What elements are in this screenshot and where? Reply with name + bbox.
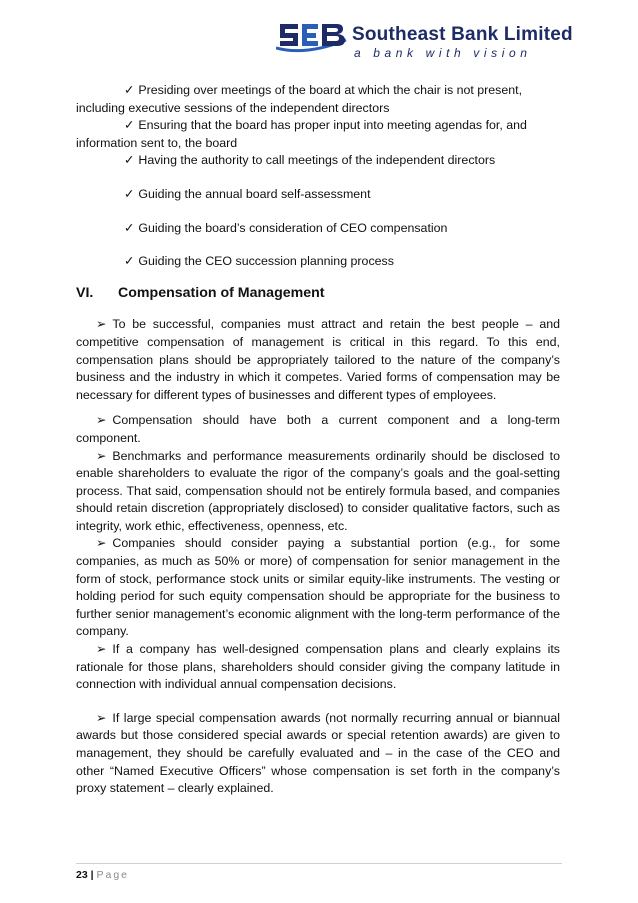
arrow-bullet-icon: ➢ [96,642,107,657]
arrow-bullet-icon: ➢ [96,710,107,725]
paragraph: ➢ Companies should consider paying a substantial portion (e.g., for some companies, as much as 50% or more) of compensation for senior management in the form of stock, performance stock units or similar equity-like instruments. The vesting or holding period for such equity compensation should be appropriate for the business to further senior management’s economic alignment with the long-term performance of the company. [76,536,560,639]
bank-logo [276,18,348,58]
checklist-item: ✓ Ensuring that the board has proper input into meeting agendas for, and information sent to, the board [76,118,527,150]
checkmark-icon: ✓ [124,83,135,97]
checklist-item: ✓ Guiding the annual board self-assessment [124,186,371,201]
arrow-bullet-icon: ➢ [96,536,107,551]
bank-tagline: a bank with vision [354,46,532,60]
section-title: Compensation of Management [118,284,325,301]
bank-name: Southeast Bank Limited [352,24,573,45]
paragraph: ➢ Compensation should have both a current component and a long-term component. [76,413,560,445]
checkmark-icon: ✓ [124,153,135,168]
checkmark-icon: ✓ [124,186,135,201]
page-header [276,18,626,60]
footer-divider [76,863,562,864]
checklist-item: ✓ Guiding the board’s consideration of CEO compensation [124,220,448,235]
checklist-item: ✓ Guiding the CEO succession planning process [124,254,394,269]
paragraph: ➢ To be successful, companies must attract and retain the best people – and competitive compensation of management is critical in this regard. To this end, compensation plans should be appropriately tailored to the nature of the company’s business and the industry in which it competes. Varied forms of compensation may be necessary for different types of businesses and different types of employees. [76,317,560,402]
paragraph: ➢ If large special compensation awards (not normally recurring annual or biannual awards but those considered special awards or special retention awards) are given to management, they should be carefully evaluated and – in the case of the CEO and other “Named Executive Officers” whose compensation is set forth in the company’s proxy statement – clearly explained. [76,710,560,796]
checkmark-icon: ✓ [124,254,135,269]
page-label: Page [96,869,130,881]
checkmark-icon: ✓ [124,118,135,133]
document-body [76,82,560,798]
section-number: VI. [76,284,94,301]
arrow-bullet-icon: ➢ [96,448,107,463]
arrow-bullet-icon: ➢ [96,317,107,332]
checklist-item: ✓ Presiding over meetings of the board at which the chair is not present, including executive sessions of the independent directors [76,83,523,115]
arrow-bullet-icon: ➢ [96,413,107,428]
page-number: 23 [76,869,88,881]
checkmark-icon: ✓ [124,220,135,235]
checklist-item: ✓ Having the authority to call meetings of the independent directors [124,153,496,168]
page-footer [76,869,129,881]
footer-separator: | [90,869,94,881]
paragraph: ➢ If a company has well-designed compensation plans and clearly explains its rationale for those plans, shareholders should consider giving the company latitude in connection with individual annual compensation decisions. [76,642,560,692]
section-heading [76,285,560,303]
paragraph: ➢ Benchmarks and performance measurements ordinarily should be disclosed to enable shareholders to evaluate the rigor of the company’s goals and the goal-setting process. That said, compensation should not be entirely formula based, and companies should retain discretion (appropriately disclosed) to consider qualitative factors, such as integrity, work ethic, effectiveness, openness, etc. [76,448,560,533]
